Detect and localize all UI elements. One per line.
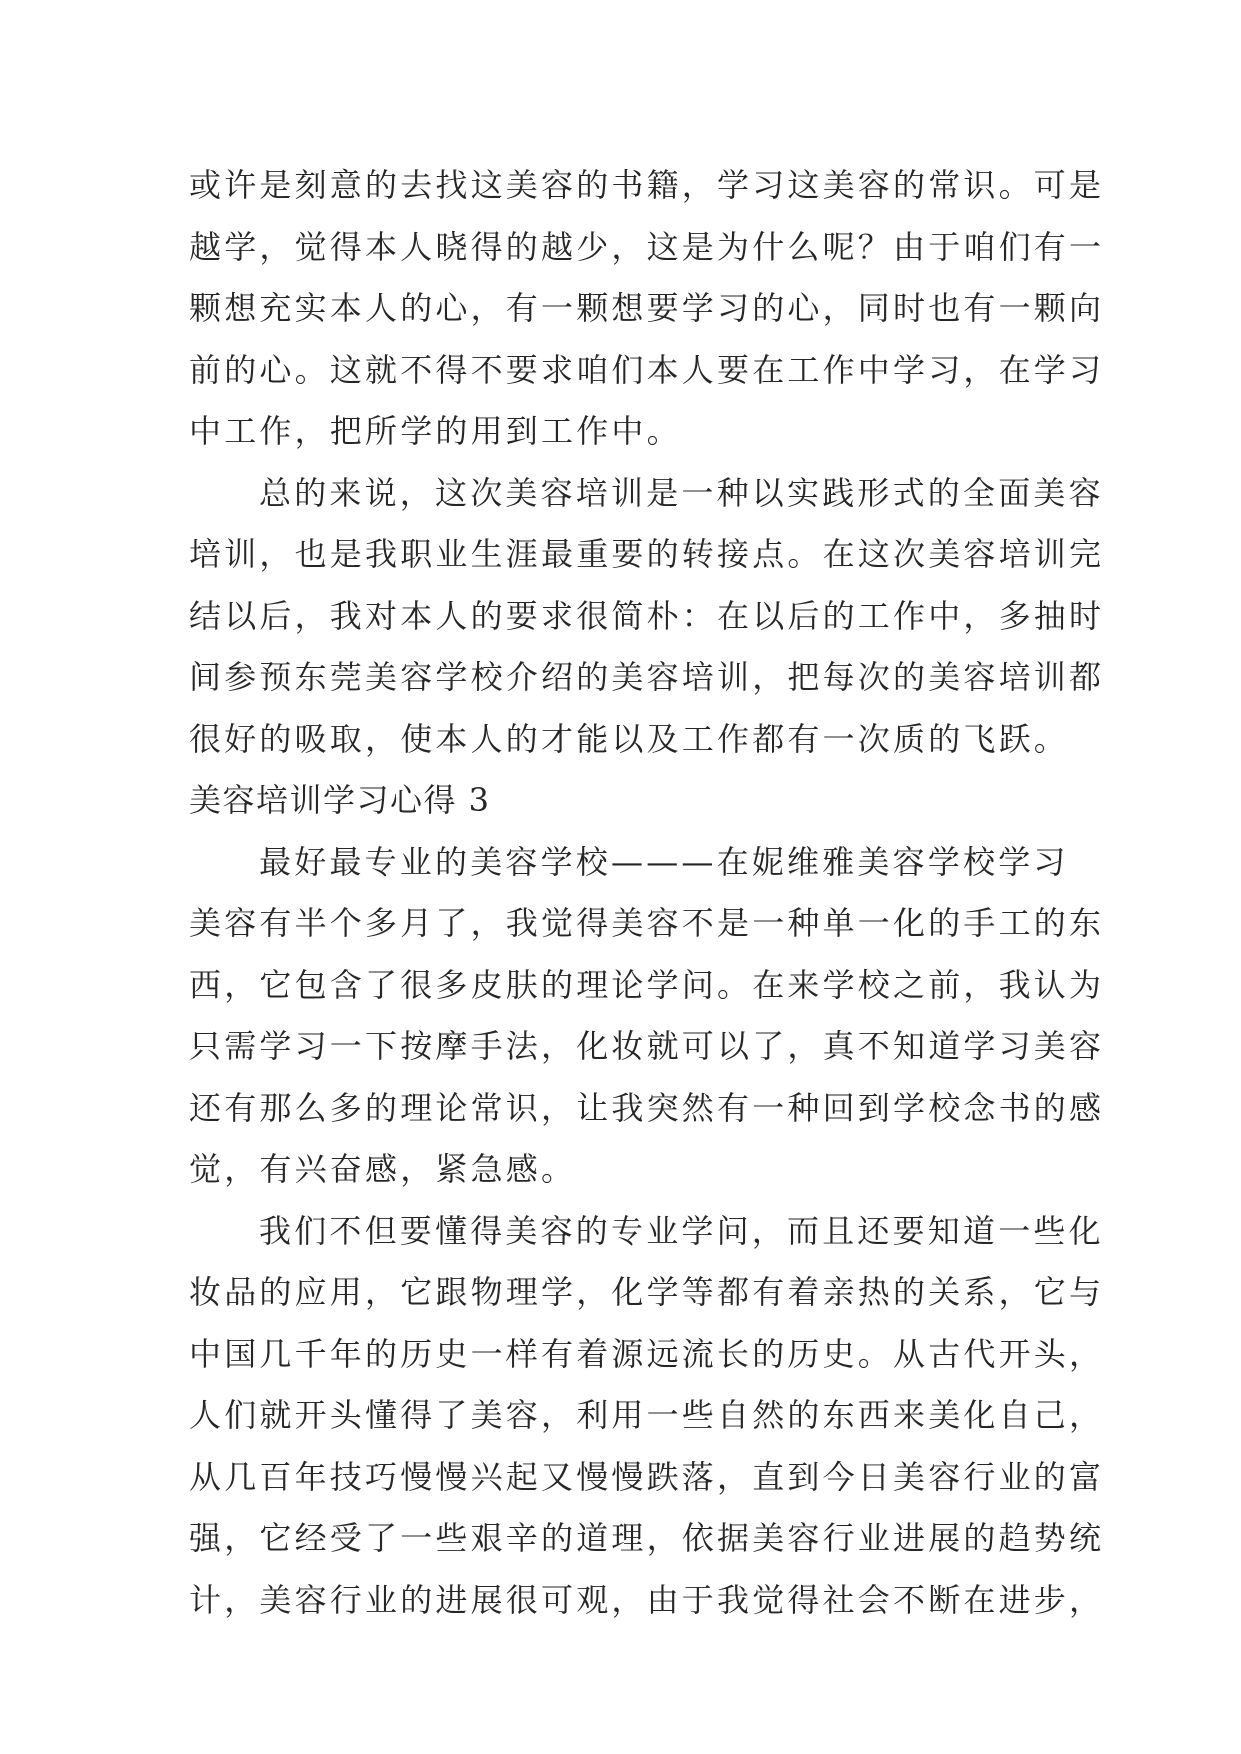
text-line: 强，它经受了一些艰辛的道理，依据美容行业进展的趋势统 (189, 1519, 1105, 1557)
text-line: 间参预东莞美容学校介绍的美容培训，把每次的美容培训都 (189, 658, 1105, 696)
text-line: 我们不但要懂得美容的专业学问，而且还要知道一些化 (259, 1211, 1104, 1250)
paragraph (189, 463, 1105, 771)
text-line: 结以后，我对本人的要求很简朴：在以后的工作中，多抽时 (189, 596, 1105, 635)
section-heading (189, 770, 1049, 832)
text-line: 总的来说，这次美容培训是一种以实践形式的全面美容 (259, 473, 1104, 512)
paragraph (189, 832, 1105, 1201)
text-line: 只需学习一下按摩手法，化妆就可以了，真不知道学习美容 (189, 1027, 1105, 1065)
text-line: 美容有半个多月了，我觉得美容不是一种单一化的手工的东 (189, 904, 1105, 942)
text-line: 最好最专业的美容学校———在妮维雅美容学校学习 (259, 842, 1069, 881)
paragraph (189, 155, 1105, 463)
text-line: 计，美容行业的进展很可观，由于我觉得社会不断在进步， (189, 1580, 1105, 1619)
text-line: 妆品的应用，它跟物理学，化学等都有着亲热的关系，它与 (189, 1273, 1105, 1311)
section-heading-text: 美容培训学习心得 3 (189, 781, 491, 819)
text-line: 前的心。这就不得不要求咱们本人要在工作中学习，在学习 (189, 350, 1105, 389)
text-line: 西，它包含了很多皮肤的理论学问。在来学校之前，我认为 (189, 965, 1105, 1004)
text-line: 从几百年技巧慢慢兴起又慢慢跌落，直到今日美容行业的富 (189, 1457, 1105, 1496)
text-line: 越学，觉得本人晓得的越少，这是为什么呢？由于咱们有一 (189, 227, 1105, 266)
paragraph (189, 1201, 1105, 1632)
text-line: 或许是刻意的去找这美容的书籍，学习这美容的常识。可是 (189, 166, 1105, 204)
text-line: 觉，有兴奋感，紧急感。 (189, 1150, 577, 1188)
text-line: 中国几千年的历史一样有着源远流长的历史。从古代开头， (189, 1334, 1105, 1373)
text-line: 培训，也是我职业生涯最重要的转接点。在这次美容培训完 (189, 535, 1105, 573)
text-line: 人们就开头懂得了美容，利用一些自然的东西来美化自己， (189, 1396, 1105, 1434)
text-line: 颗想充实本人的心，有一颗想要学习的心，同时也有一颗向 (189, 289, 1105, 327)
text-line: 很好的吸取，使本人的才能以及工作都有一次质的飞跃。 (189, 719, 1070, 758)
text-line: 还有那么多的理论常识，让我突然有一种回到学校念书的感 (189, 1088, 1105, 1127)
document-body (189, 155, 1105, 1631)
text-line: 中工作，把所学的用到工作中。 (189, 412, 682, 450)
